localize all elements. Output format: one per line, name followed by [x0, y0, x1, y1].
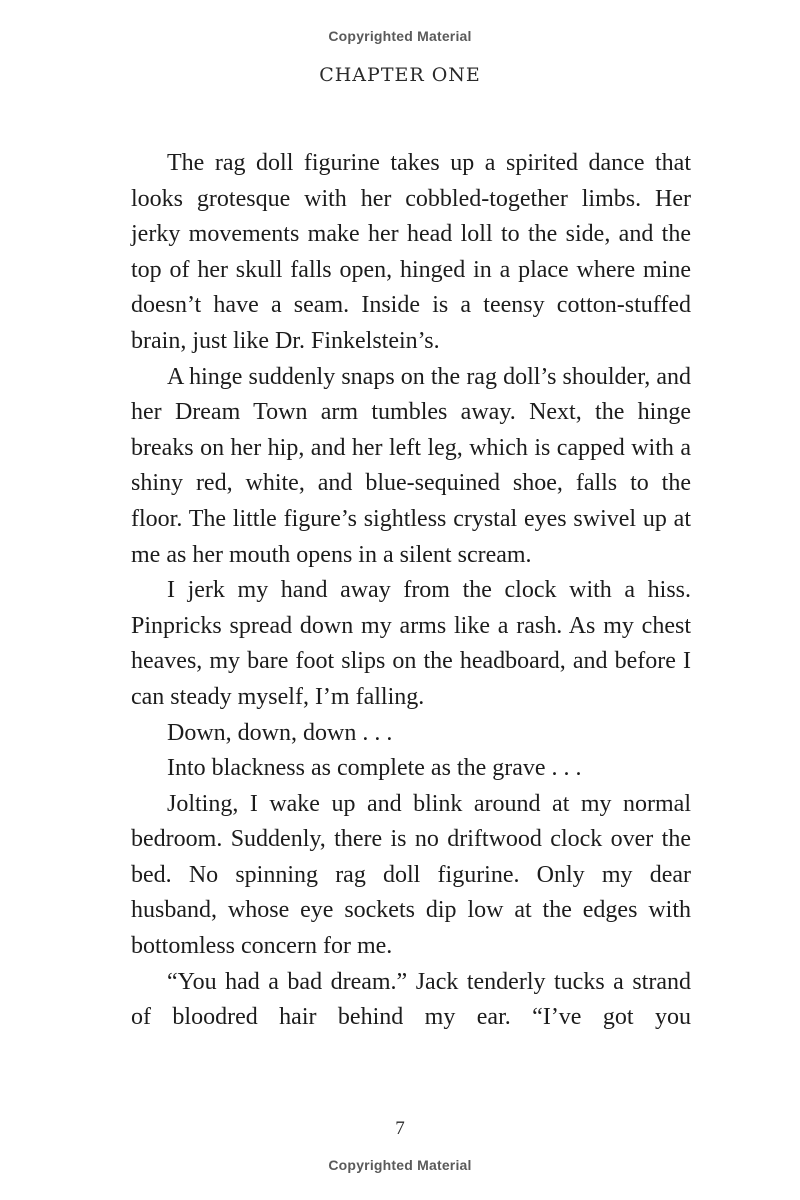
paragraph: A hinge suddenly snaps on the rag doll’s shoulder, and her Dream Town arm tumbles away. Next, the hinge breaks on her hip, and her left leg, which is capped with a shiny red, white, and blue-sequined shoe, falls to the floor. The little figure’s sightless crystal eyes swivel up at me as her mouth opens in a silent scream. — [131, 363, 691, 568]
chapter-title: CHAPTER ONE — [319, 64, 481, 86]
paragraph: I jerk my hand away from the clock with a hiss. Pinpricks spread down my arms like a rash. As my chest heaves, my bare foot slips on the headboard, and before I can steady myself, I’m falling. — [131, 577, 691, 710]
paragraph: “You had a bad dream.” Jack tenderly tucks a strand of bloodred hair behind my ear. “I’ve got you — [131, 968, 691, 1031]
paragraph: The rag doll figurine takes up a spirited dance that looks grotesque with her cobbled-together limbs. Her jerky movements make her head loll to the side, and the top of her skull falls open, hinged in a place where mine doesn’t have a seam. Inside is a teensy cotton-stuffed brain, just like Dr. Finkelstein’s. — [131, 150, 691, 354]
paragraph: Into blackness as complete as the grave . . . — [167, 755, 582, 782]
paragraph: Jolting, I wake up and blink around at my normal bedroom. Suddenly, there is no driftwood clock over the bed. No spinning rag doll figurine. Only my dear husband, whose eye sockets dip low at the edges with bottomless concern for me. — [131, 790, 691, 960]
paragraph: Down, down, down . . . — [167, 719, 393, 746]
body-text — [131, 146, 691, 1036]
copyright-watermark-bottom: Copyrighted Material — [328, 1157, 472, 1173]
page-number: 7 — [395, 1118, 405, 1139]
copyright-watermark-top: Copyrighted Material — [328, 28, 472, 44]
